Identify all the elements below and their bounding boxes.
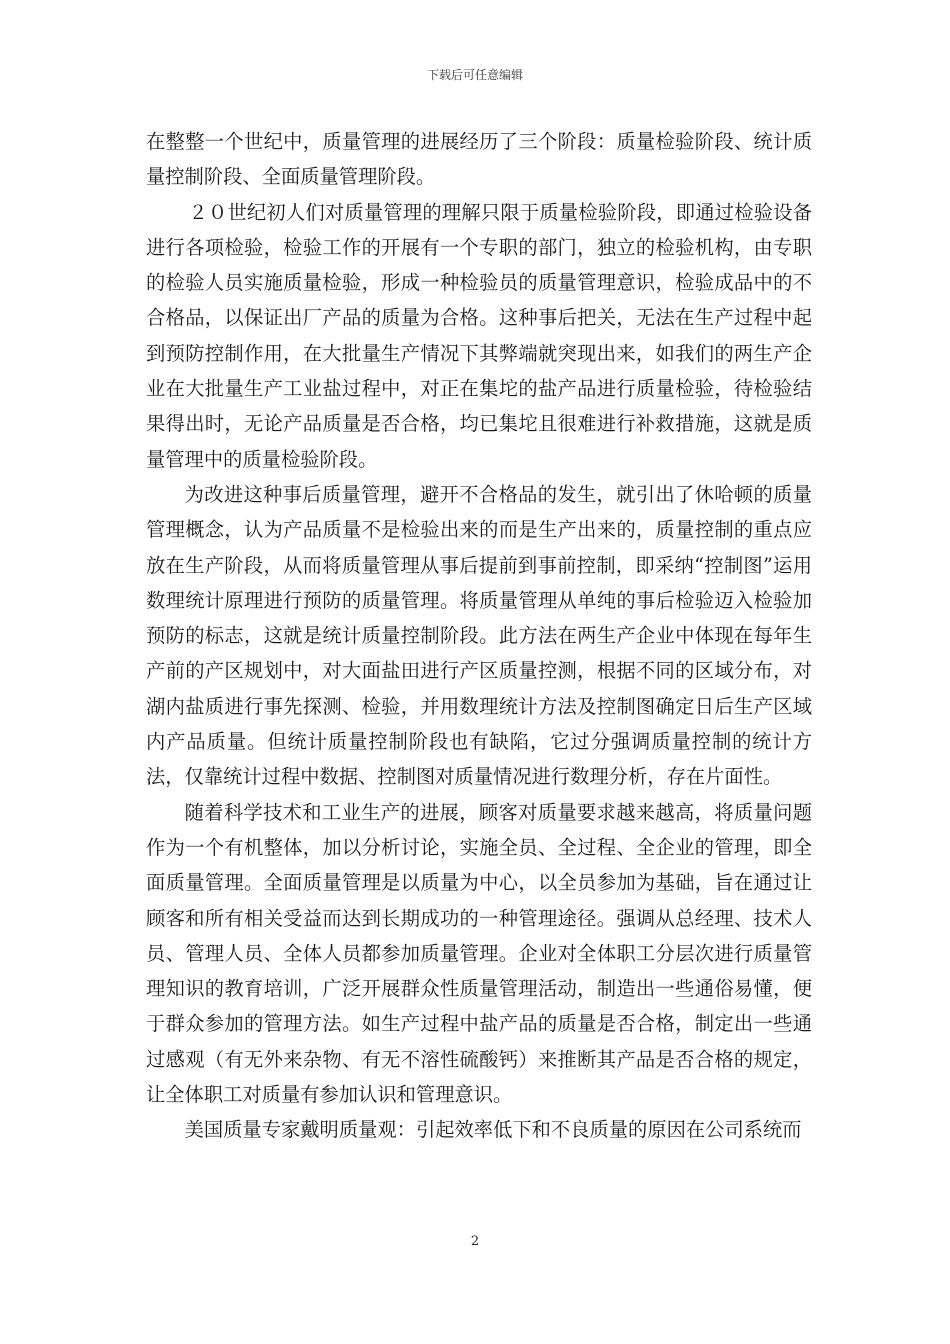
body-text (146, 124, 812, 1148)
paragraph-5: 美国质量专家戴明质量观：引起效率低下和不良质量的原因在公司系统而 (184, 1118, 802, 1142)
paragraph-4: 随着科学技术和工业生产的进展，顾客对质量要求越来越高，将质量问题作为一个有机整体，加以分析讨论，实施全员、全过程、全企业的管理，即全面质量管理。全面质量管理是以质量为中心，以全员参加为基础，旨在通过让顾客和所有相关受益而达到长期成功的一种管理途径。强调从总经理、技术人员、管理人员、全体人员都参加质量管理。企业对全体职工分层次进行质量管理知识的教育培训，广泛开展群众性质量管理活动，制造出一些通俗易懂，便于群众参加的管理方法。如生产过程中盐产品的质量是否合格，制定出一些通过感观（有无外来杂物、有无不溶性硫酸钙）来推断其产品是否合格的规定，让全体职工对质量有参加认识和管理意识。 (146, 800, 812, 1107)
paragraph-1: 在整整一个世纪中，质量管理的进展经历了三个阶段：质量检验阶段、统计质量控制阶段、全面质量管理阶段。 (146, 130, 812, 189)
paragraph-2: ２０世纪初人们对质量管理的理解只限于质量检验阶段，即通过检验设备进行各项检验，检验工作的开展有一个专职的部门，独立的检验机构，由专职的检验人员实施质量检验，形成一种检验员的质量管理意识，检验成品中的不合格品，以保证出厂产品的质量为合格。这种事后把关，无法在生产过程中起到预防控制作用，在大批量生产情况下其弊端就突现出来，如我们的两生产企业在大批量生产工业盐过程中，对正在集坨的盐产品进行质量检验，待检验结果得出时，无论产品质量是否合格，均已集坨且很难进行补救措施，这就是质量管理中的质量检验阶段。 (146, 200, 812, 471)
page-number: 2 (470, 1234, 480, 1249)
page-header: 下载后可任意编辑 (426, 68, 523, 82)
paragraph-3: 为改进这种事后质量管理，避开不合格品的发生，就引出了休哈顿的质量管理概念，认为产品质量不是检验出来的而是生产出来的，质量控制的重点应放在生产阶段，从而将质量管理从事后提前到事前控制，即采纳“控制图”运用数理统计原理进行预防的质量管理。将质量管理从单纯的事后检验迈入检验加预防的标志，这就是统计质量控制阶段。此方法在两生产企业中体现在每年生产前的产区规划中，对大面盐田进行产区质量控测，根据不同的区域分布，对湖内盐质进行事先探测、检验，并用数理统计方法及控制图确定日后生产区域内产品质量。但统计质量控制阶段也有缺陷，它过分强调质量控制的统计方法，仅靠统计过程中数据、控制图对质量情况进行数理分析，存在片面性。 (146, 482, 812, 789)
